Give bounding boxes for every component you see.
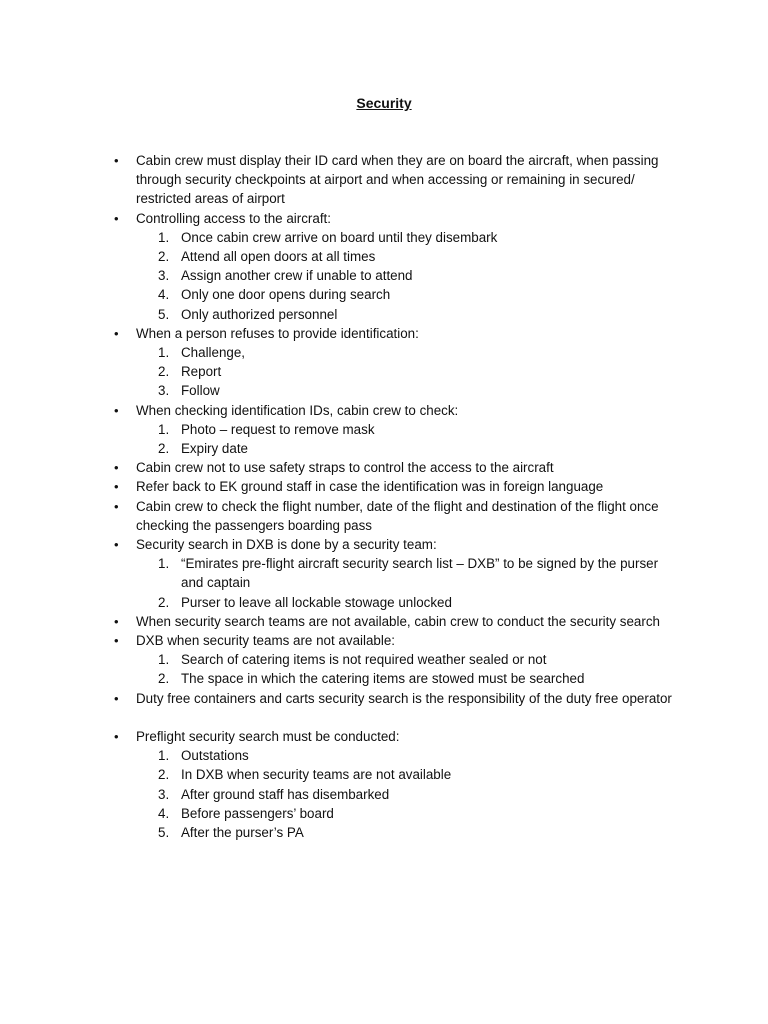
bullet-dot-icon: • [114,402,119,418]
bullet-item [0,324,684,343]
item-number: 3. [158,383,170,399]
numbered-sub-item [0,785,681,804]
bullet-dot-icon: • [114,460,119,476]
sub-item-text: “Emirates pre-flight aircraft security search list – DXB” to be signed by the purser and captain [181,556,659,591]
item-number: 4. [158,287,170,303]
item-number: 4. [158,805,170,821]
sub-item-text: Only one door opens during search [181,287,391,303]
bullet-text: Cabin crew not to use safety straps to control the access to the aircraft [136,460,554,476]
bullet-dot-icon: • [114,633,119,649]
item-number: 1. [158,652,170,668]
item-number: 3. [158,786,170,802]
sub-item-text: After the purser’s PA [181,824,304,840]
bullet-item [0,151,684,209]
page-title: Security [356,95,412,111]
numbered-sub-item [0,362,681,381]
item-number: 2. [158,441,170,457]
bullet-dot-icon: • [114,613,119,629]
numbered-sub-item [0,439,681,458]
numbered-sub-item [0,823,681,842]
bullet-item [0,612,684,631]
bullet-item [0,535,684,554]
numbered-sub-item [0,381,681,400]
bullet-dot-icon: • [114,498,119,514]
numbered-sub-item [0,285,681,304]
item-number: 5. [158,824,170,840]
sub-item-text: Challenge, [181,345,246,361]
sub-item-text: Search of catering items is not required weather sealed or not [181,652,547,668]
item-number: 1. [158,556,170,572]
bullet-dot-icon: • [114,153,119,168]
numbered-sub-item [0,554,681,592]
numbered-sub-item [0,228,681,247]
item-number: 2. [158,767,170,783]
sub-item-text: After ground staff has disembarked [181,786,390,802]
sub-item-text: Attend all open doors at all times [181,249,376,265]
item-number: 2. [158,249,170,265]
item-number: 1. [158,748,170,764]
bullet-text: Controlling access to the aircraft: [136,210,331,226]
sub-item-text: Before passengers’ board [181,805,334,821]
item-number: 1. [158,345,170,361]
item-number: 2. [158,594,170,610]
bullet-dot-icon: • [114,537,119,553]
blank-line [0,708,768,727]
bullet-item [0,209,684,228]
bullet-dot-icon: • [114,690,119,706]
numbered-sub-item [0,765,681,784]
numbered-sub-item [0,343,681,362]
bullet-item [0,631,684,650]
bullet-item [0,401,684,420]
sub-item-text: Assign another crew if unable to attend [181,268,413,284]
item-number: 5. [158,306,170,322]
sub-item-text: Outstations [181,748,249,764]
numbered-sub-item [0,746,681,765]
bullet-text: When a person refuses to provide identification: [136,325,419,341]
bullet-item [0,458,684,477]
item-number: 3. [158,268,170,284]
bullet-item [0,497,684,535]
bullet-dot-icon: • [114,325,119,341]
numbered-sub-item [0,593,681,612]
bullet-item [0,689,684,708]
sub-item-text: Only authorized personnel [181,306,338,322]
sub-item-text: Once cabin crew arrive on board until they disembark [181,229,498,245]
item-number: 1. [158,421,170,437]
bullet-text: When security search teams are not available, cabin crew to conduct the security search [136,613,660,629]
sub-item-text: In DXB when security teams are not available [181,767,452,783]
sub-item-text: Expiry date [181,441,248,457]
item-number: 1. [158,229,170,245]
bullet-text: Cabin crew to check the flight number, date of the flight and destination of the flight once checking the passengers boarding pass [136,498,659,533]
bullet-text: DXB when security teams are not available: [136,633,396,649]
sub-item-text: Purser to leave all lockable stowage unlocked [181,594,452,610]
sub-item-text: Report [181,364,222,380]
bullet-dot-icon: • [114,210,119,226]
item-number: 2. [158,671,170,687]
bullet-text: Refer back to EK ground staff in case the identification was in foreign language [136,479,604,495]
bullet-text: When checking identification IDs, cabin crew to check: [136,402,459,418]
numbered-sub-item [0,266,681,285]
bullet-list [0,151,768,842]
numbered-sub-item [0,305,681,324]
bullet-text: Preflight security search must be conducted: [136,728,400,744]
bullet-text: Cabin crew must display their ID card when they are on board the aircraft, when passing through security checkpoints at airport and when accessing or remaining in secured/ restricted areas of airport [136,153,659,207]
bullet-text: Security search in DXB is done by a security team: [136,537,437,553]
numbered-sub-item [0,804,681,823]
sub-item-text: Follow [181,383,220,399]
sub-item-text: The space in which the catering items are stowed must be searched [181,671,585,687]
bullet-dot-icon: • [114,728,119,744]
numbered-sub-item [0,650,681,669]
item-number: 2. [158,364,170,380]
numbered-sub-item [0,669,681,688]
numbered-sub-item [0,247,681,266]
bullet-dot-icon: • [114,479,119,495]
bullet-text: Duty free containers and carts security search is the responsibility of the duty free operator [136,690,672,706]
numbered-sub-item [0,420,681,439]
bullet-item [0,477,684,496]
sub-item-text: Photo – request to remove mask [181,421,375,437]
bullet-item [0,727,684,746]
